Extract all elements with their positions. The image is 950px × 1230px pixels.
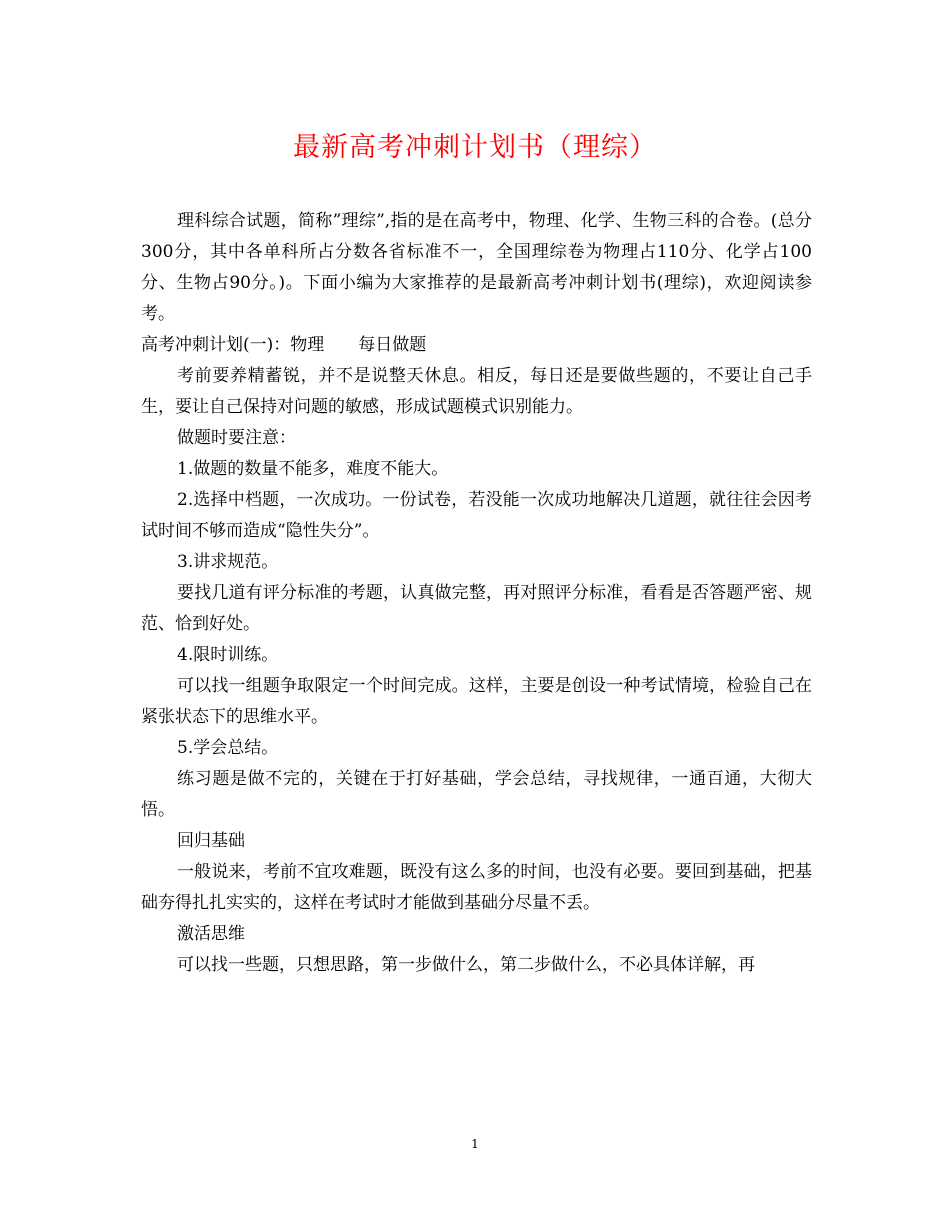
list-item: 5.学会总结。 <box>177 738 279 758</box>
list-item: 1.做题的数量不能多，难度不能大。 <box>177 459 449 479</box>
paragraph: 考前要养精蓄锐，并不是说整天休息。相反，每日还是要做些题的，不要让自己手生，要让自己保持对问题的敏感，形成试题模式识别能力。 <box>141 366 812 417</box>
list-item: 4.限时训练。 <box>177 645 279 665</box>
section-heading-physics: 高考冲刺计划(一)：物理 每日做题 <box>141 335 427 355</box>
list-item: 2.选择中档题，一次成功。一份试卷，若没能一次成功地解决几道题，就往往会因考试时间不够而造成“隐性失分”。 <box>141 490 812 541</box>
paragraph: 可以找一些题，只想思路，第一步做什么，第二步做什么，不必具体详解，再 <box>177 955 755 975</box>
document-body <box>141 206 812 981</box>
document-title: 最新高考冲刺计划书（理综） <box>293 132 657 163</box>
paragraph: 可以找一组题争取限定一个时间完成。这样，主要是创设一种考试情境，检验自己在紧张状态下的思维水平。 <box>141 676 812 727</box>
paragraph: 要找几道有评分标准的考题，认真做完整，再对照评分标准，看看是否答题严密、规范、恰到好处。 <box>141 583 812 634</box>
subheading: 回归基础 <box>177 831 245 851</box>
paragraph-intro: 理科综合试题，简称”理综”,指的是在高考中，物理、化学、生物三科的合卷。(总分300分，其中各单科所占分数各省标准不一，全国理综卷为物理占110分、化学占100分、生物占90分。)。下面小编为大家推荐的是最新高考冲刺计划书(理综)，欢迎阅读参考。 <box>141 211 812 324</box>
list-item: 3.讲求规范。 <box>177 552 279 572</box>
page-number: 1 <box>471 1137 479 1151</box>
paragraph: 一般说来，考前不宜攻难题，既没有这么多的时间，也没有必要。要回到基础，把基础夯得扎扎实实的，这样在考试时才能做到基础分尽量不丢。 <box>141 862 812 913</box>
paragraph: 做题时要注意： <box>177 428 296 448</box>
paragraph: 练习题是做不完的，关键在于打好基础，学会总结，寻找规律，一通百通，大彻大悟。 <box>141 769 812 820</box>
subheading: 激活思维 <box>177 924 245 944</box>
